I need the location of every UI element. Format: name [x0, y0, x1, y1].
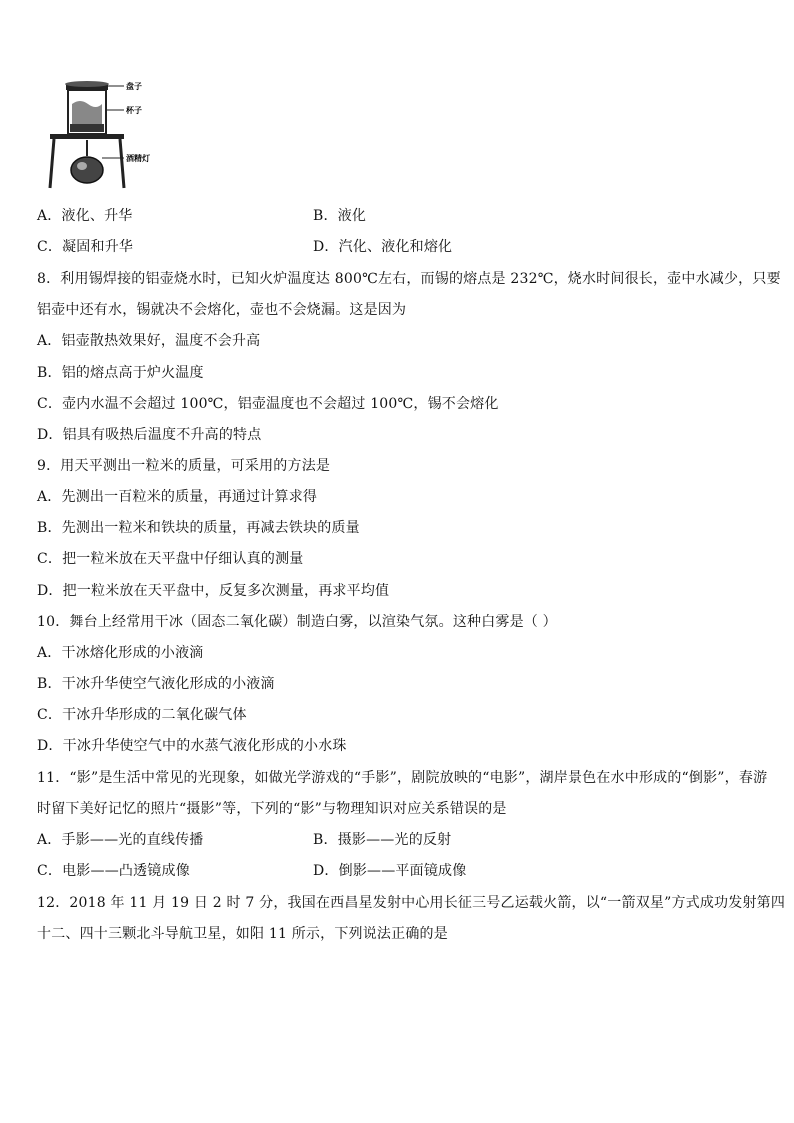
label-cup: 杯子 [126, 106, 142, 115]
q7-option-d: D．汽化、液化和熔化 [313, 239, 453, 255]
label-lamp: 酒精灯 [126, 154, 150, 163]
label-plate: 盘子 [126, 82, 142, 91]
q7-option-row-1 [37, 207, 367, 225]
cup-base [70, 124, 104, 132]
q11-option-row-2 [37, 862, 467, 880]
q11-stem-2: 时留下美好记忆的照片“摄影”等，下列的“影”与物理知识对应关系错误的是 [37, 801, 507, 817]
q9-option-c: C．把一粒米放在天平盘中仔细认真的测量 [37, 551, 304, 567]
q10-stem: 10．舞台上经常用干冰（固态二氧化碳）制造白雾，以渲染气氛。这种白雾是（ ） [37, 614, 557, 630]
q8-option-d: D．铝具有吸热后温度不升高的特点 [37, 427, 262, 443]
q8-option-a: A．铝壶散热效果好，温度不会升高 [37, 333, 261, 349]
q8-option-c: C．壶内水温不会超过 100℃，铝壶温度也不会超过 100℃，锡不会熔化 [37, 396, 499, 412]
stand-top [50, 134, 124, 139]
q9-option-d: D．把一粒米放在天平盘中，反复多次测量，再求平均值 [37, 583, 390, 599]
q12-stem-1: 12．2018 年 11 月 19 日 2 时 7 分，我国在西昌星发射中心用长征三号乙运载火箭，以“一箭双星”方式成功发射第四 [37, 895, 786, 911]
q12-stem-2: 十二、四十三颗北斗导航卫星，如阳 11 所示，下列说法正确的是 [37, 926, 448, 942]
plate-rim [65, 81, 109, 87]
q8-stem-1: 8．利用锡焊接的铝壶烧水时，已知火炉温度达 800℃左右，而锡的熔点是 232℃，烧水时间很长，壶中水减少，只要 [37, 271, 781, 287]
q10-option-d: D．干冰升华使空气中的水蒸气液化形成的小水珠 [37, 738, 347, 754]
q7-option-c: C．凝固和升华 [37, 239, 134, 255]
q10-option-c: C．干冰升华形成的二氧化碳气体 [37, 707, 247, 723]
q9-option-b: B．先测出一粒米和铁块的质量，再减去铁块的质量 [37, 520, 360, 536]
q8-option-b: B．铝的熔点高于炉火温度 [37, 365, 204, 381]
q9-option-a: A．先测出一百粒米的质量，再通过计算求得 [37, 489, 318, 505]
q7-option-b: B．液化 [313, 208, 367, 224]
q10-option-a: A．干冰熔化形成的小液滴 [37, 645, 204, 661]
q10-option-b: B．干冰升华使空气液化形成的小液滴 [37, 676, 275, 692]
q11-option-row-1 [37, 831, 452, 849]
q8-stem-2: 铝壶中还有水，锡就决不会熔化，壶也不会烧漏。这是因为 [37, 302, 407, 318]
stand-leg-right [120, 139, 124, 188]
q11-option-c: C．电影——凸透镜成像 [37, 863, 190, 879]
lamp-body [71, 157, 103, 183]
q11-option-b: B．摄影——光的反射 [313, 832, 452, 848]
q7-option-row-2 [37, 238, 453, 256]
q9-stem: 9．用天平测出一粒米的质量，可采用的方法是 [37, 458, 331, 474]
lamp-highlight [77, 162, 87, 170]
apparatus-figure [44, 74, 164, 192]
q7-option-a: A．液化、升华 [37, 208, 133, 224]
q11-option-d: D．倒影——平面镜成像 [313, 863, 467, 879]
q11-stem-1: 11．“影”是生活中常见的光现象，如做光学游戏的“手影”，剧院放映的“电影”，湖岸景色在水中形成的“倒影”，春游 [37, 770, 768, 786]
stand-leg-left [50, 139, 54, 188]
q11-option-a: A．手影——光的直线传播 [37, 832, 204, 848]
